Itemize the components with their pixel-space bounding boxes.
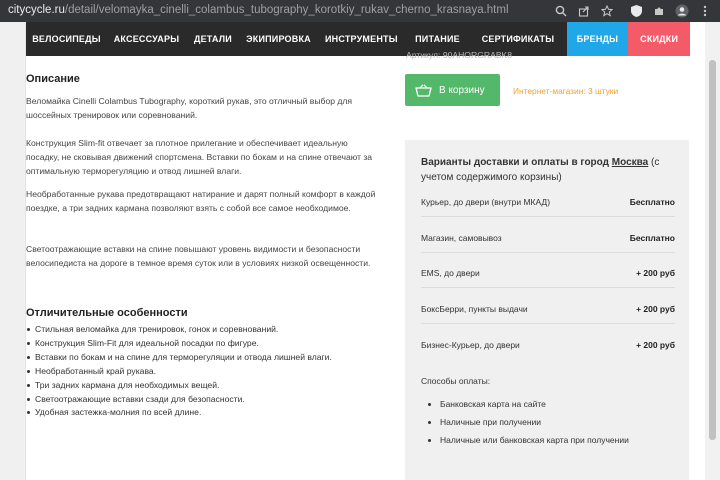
divider: [421, 323, 675, 324]
delivery-option-name: Бизнес-Курьер, до двери: [421, 340, 520, 350]
nav-item-parts[interactable]: ДЕТАЛИ: [193, 34, 232, 44]
divider: [421, 216, 675, 217]
main-nav: [26, 22, 690, 56]
search-icon[interactable]: [552, 2, 570, 20]
delivery-option: [421, 304, 675, 314]
delivery-option: [421, 233, 675, 243]
product-article: Артикул: 90AHORGRABK8: [406, 50, 513, 60]
delivery-option-name: Курьер, до двери (внутри МКАД): [421, 197, 551, 207]
delivery-option-price: + 200 руб: [636, 304, 675, 314]
city-link[interactable]: Москва: [611, 157, 649, 168]
nav-item-tools[interactable]: ИНСТРУМЕНТЫ: [325, 34, 398, 44]
star-icon[interactable]: [598, 2, 616, 20]
description-paragraph-3: Необработанные рукава предотвращают натирание и дарят полный комфорт в каждой поездке, а три задних кармана позволяют взять с собой все самое необходимое.: [26, 189, 376, 213]
description-paragraph-4: Светоотражающие вставки на спине повышают уровень видимости и безопасности велосипедиста на дороге в темное время суток или в условиях низкой освещенности.: [26, 244, 371, 268]
profile-icon[interactable]: [673, 2, 691, 20]
list-item: Наличные при получении: [427, 413, 629, 431]
delivery-option-price: Бесплатно: [629, 197, 675, 207]
add-to-cart-label: В корзину: [439, 84, 485, 96]
menu-icon[interactable]: [696, 2, 714, 20]
basket-icon: [415, 84, 432, 97]
nav-item-brands[interactable]: БРЕНДЫ: [567, 22, 629, 56]
description-title: Описание: [26, 73, 80, 85]
add-to-cart-button[interactable]: [405, 74, 500, 106]
payment-title: Способы оплаты:: [421, 376, 491, 386]
puzzle-icon[interactable]: [650, 2, 668, 20]
shield-icon[interactable]: [627, 2, 645, 20]
list-item: Светоотражающие вставки сзади для безопасности.: [26, 393, 386, 407]
list-item: Необработанный край рукава.: [26, 365, 386, 379]
nav-item-bicycles[interactable]: ВЕЛОСИПЕДЫ: [32, 34, 101, 44]
url-path: /detail/velomayka_cinelli_colambus_tubography_korotkiy_rukav_cherno_krasnaya.html: [64, 4, 509, 16]
delivery-title-note: (с учетом содержимого корзины): [421, 157, 660, 183]
delivery-option: [421, 268, 675, 278]
list-item: Удобная застежка-молния по всей длине.: [26, 406, 386, 420]
url-text[interactable]: [8, 4, 509, 16]
delivery-option-price: Бесплатно: [629, 233, 675, 243]
nav-item-equipment[interactable]: ЭКИПИРОВКА: [246, 34, 311, 44]
list-item: Стильная веломайка для тренировок, гонок и соревнований.: [26, 323, 386, 337]
list-item: Наличные или банковская карта при получении: [427, 431, 629, 449]
delivery-panel: [405, 140, 689, 480]
delivery-option: [421, 197, 675, 207]
delivery-title-text: Варианты доставки и оплаты в город: [421, 157, 612, 168]
payment-methods-list: [427, 395, 629, 449]
scrollbar-thumb[interactable]: [709, 60, 716, 440]
browser-address-bar[interactable]: [0, 0, 720, 22]
list-item: Конструкция Slim-Fit для идеальной посадки по фигуре.: [26, 337, 386, 351]
delivery-option-name: Магазин, самовывоз: [421, 233, 502, 243]
features-list: [26, 323, 386, 420]
delivery-option-price: + 200 руб: [636, 268, 675, 278]
divider: [421, 287, 675, 288]
nav-item-nutrition[interactable]: ПИТАНИЕ: [415, 34, 460, 44]
description-paragraph-2: Конструкция Slim-fit отвечает за плотное прилегание и обеспечивает идеальную посадку, не сковывая движений спортсмена. Вставки по бокам и на спине отвечают за оптимальную терморегуляцию и отвод лишней влаги.: [26, 138, 373, 176]
nav-item-certificates[interactable]: СЕРТИФИКАТЫ: [481, 34, 555, 44]
features-title: Отличительные особенности: [26, 307, 188, 319]
nav-item-sale[interactable]: СКИДКИ: [628, 22, 690, 56]
delivery-option: [421, 340, 675, 350]
delivery-title: [421, 155, 683, 185]
nav-item-accessories[interactable]: АКСЕССУАРЫ: [113, 34, 180, 44]
url-host: citycycle.ru: [8, 4, 65, 16]
list-item: Вставки по бокам и на спине для терморегуляции и отвода лишней влаги.: [26, 351, 386, 365]
delivery-option-price: + 200 руб: [636, 340, 675, 350]
list-item: Три задних кармана для необходимых вещей.: [26, 379, 386, 393]
delivery-option-name: EMS, до двери: [421, 268, 480, 278]
share-icon[interactable]: [575, 2, 593, 20]
description-paragraph-1: Веломайка Cinelli Colambus Tubography, короткий рукав, это отличный выбор для шоссейных тренировок или соревнований.: [26, 96, 353, 120]
right-page-gutter: [690, 22, 704, 480]
delivery-option-name: БоксБерри, пункты выдачи: [421, 304, 528, 314]
divider: [421, 252, 675, 253]
stock-status: Интернет-магазин: 3 штуки: [513, 86, 619, 96]
list-item: Банковская карта на сайте: [427, 395, 629, 413]
left-page-gutter: [0, 22, 26, 480]
